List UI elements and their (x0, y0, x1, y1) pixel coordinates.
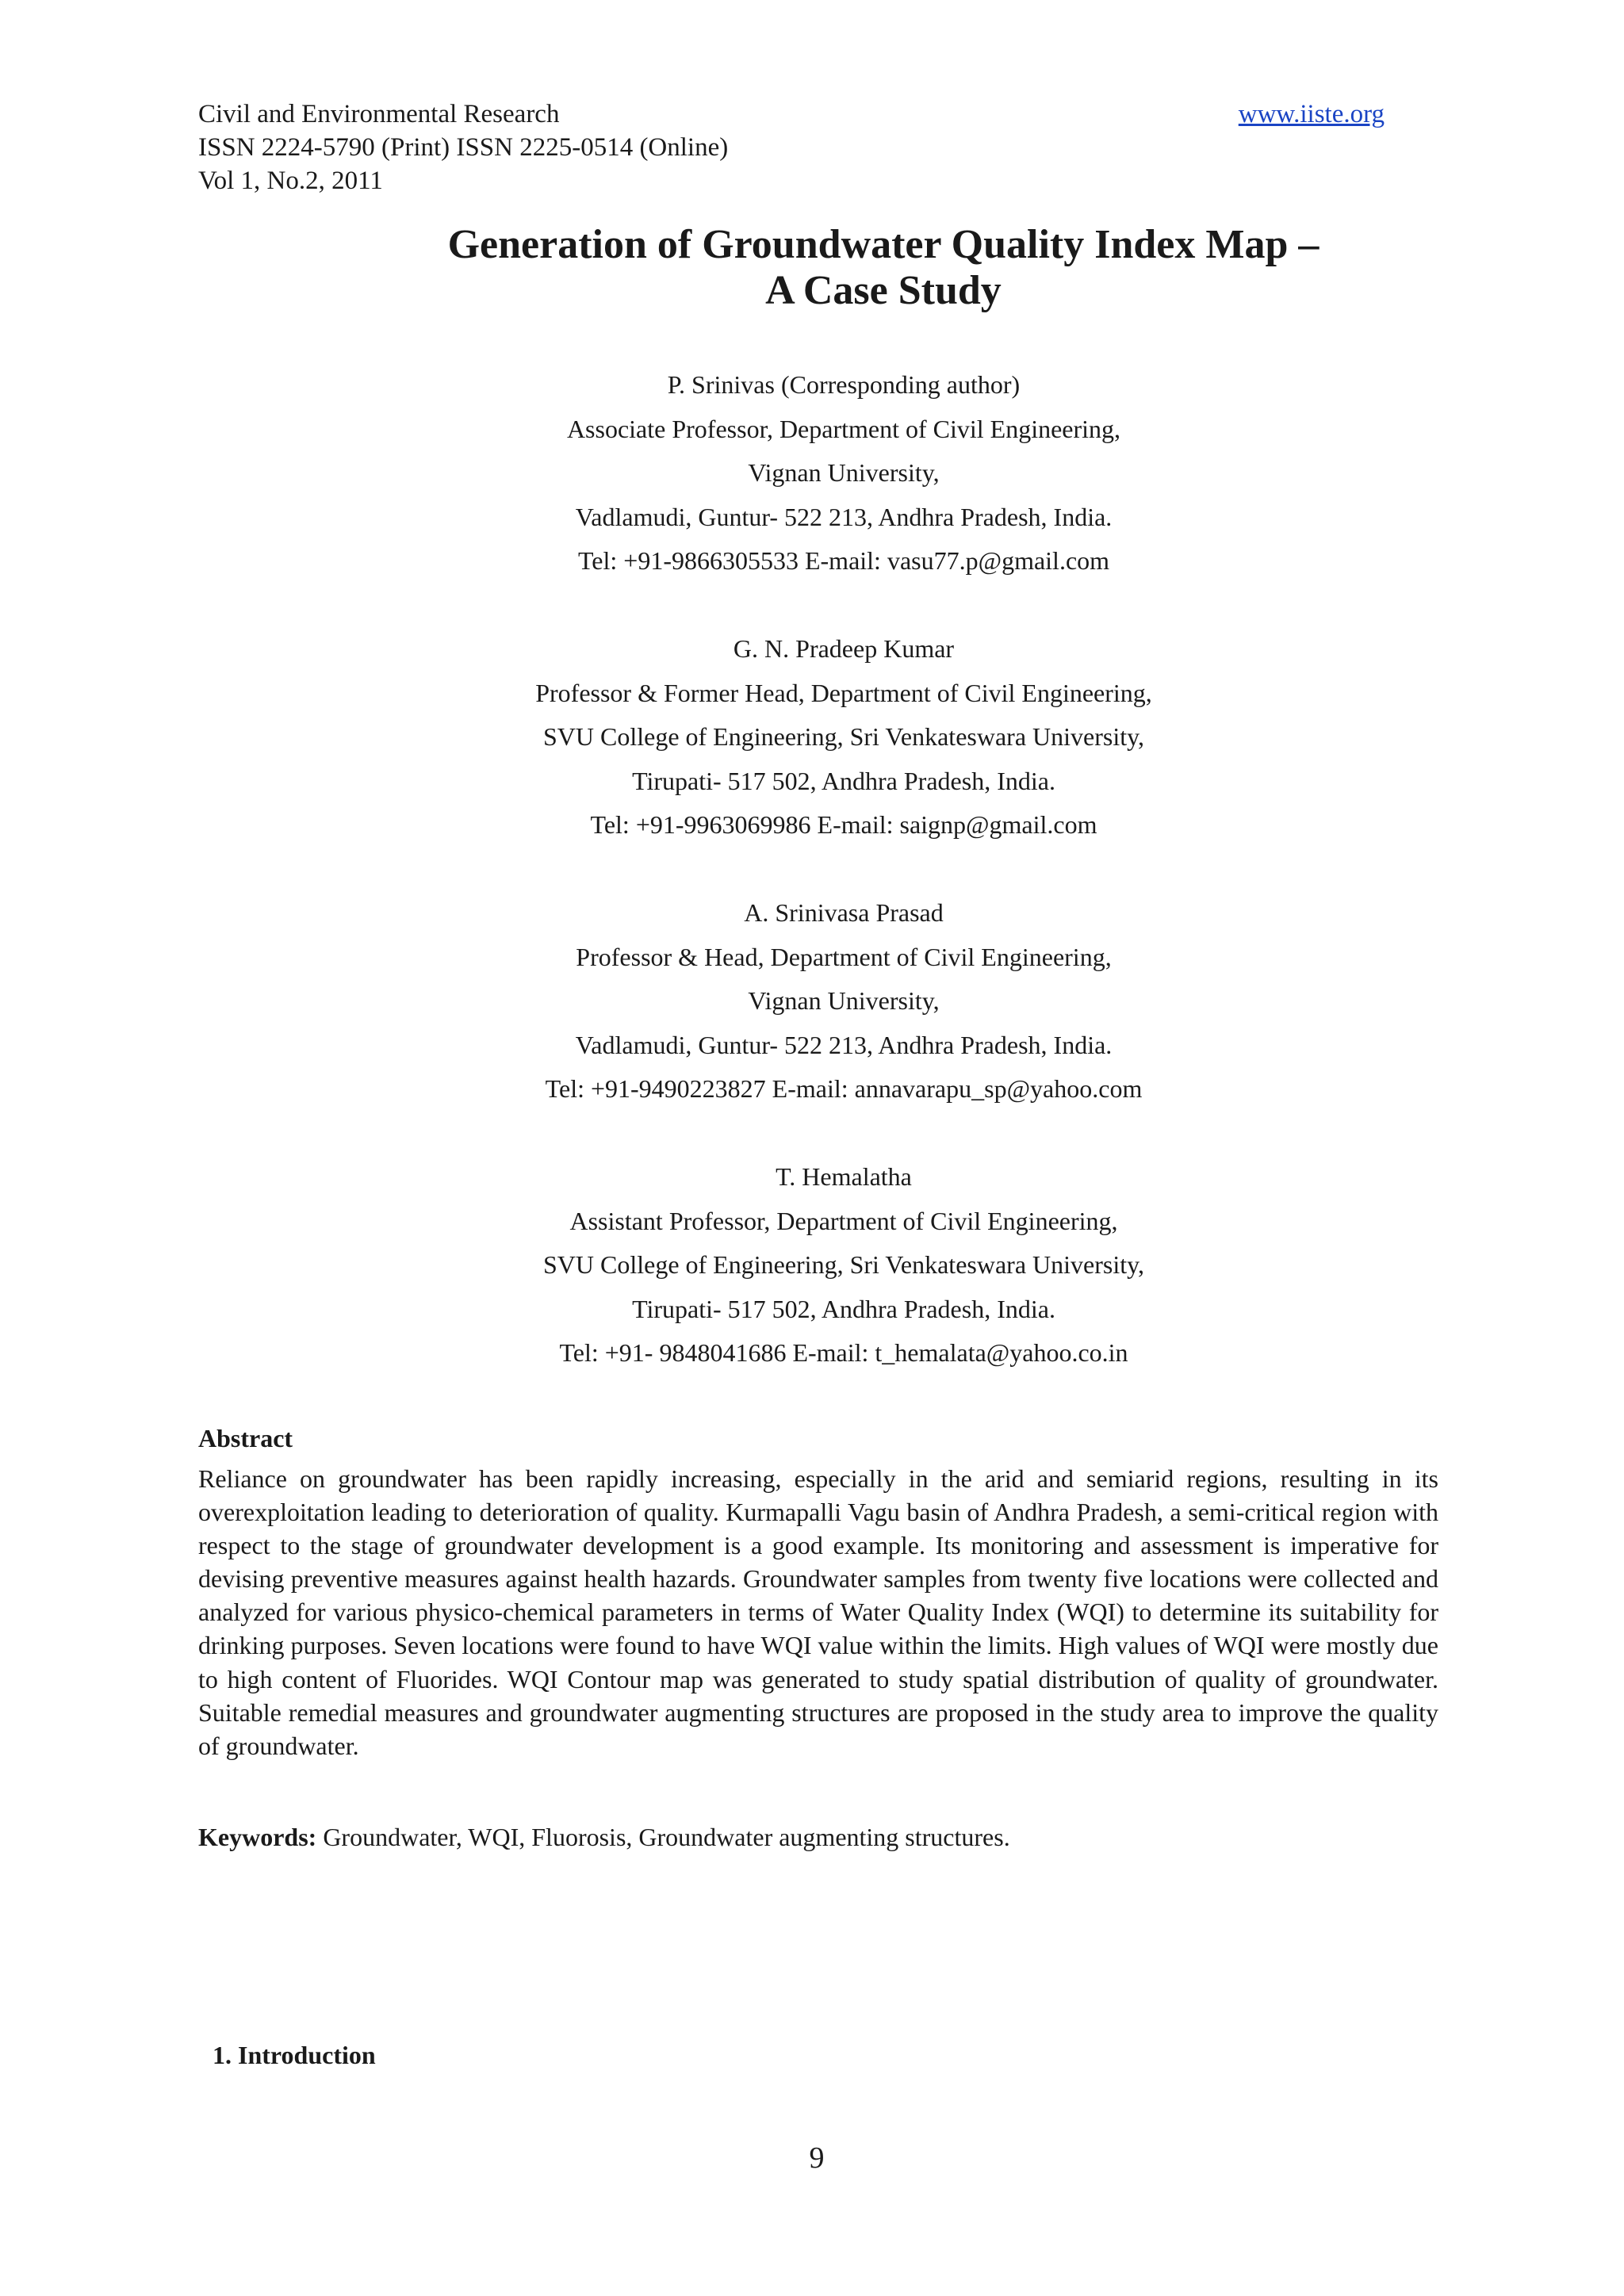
author-institution: SVU College of Engineering, Sri Venkateswara University, (542, 722, 1145, 751)
author-block (0, 1155, 1624, 1376)
author-block (0, 891, 1624, 1112)
section-heading-introduction: 1. Introduction (213, 2041, 376, 2069)
author-contact: Tel: +91- 9848041686 E-mail: t_hemalata@yahoo.co.in (559, 1338, 1128, 1367)
author-position: Professor & Former Head, Department of Civil Engineering, (535, 678, 1152, 707)
journal-volume: Vol 1, No.2, 2011 (198, 166, 383, 195)
page-number-text: 9 (809, 2141, 825, 2175)
journal-issn: ISSN 2224-5790 (Print) ISSN 2225-0514 (Online) (198, 133, 729, 162)
journal-website-link[interactable]: www.iiste.org (1238, 100, 1385, 128)
author-address: Vadlamudi, Guntur- 522 213, Andhra Pradesh, India. (575, 502, 1113, 531)
author-address: Tirupati- 517 502, Andhra Pradesh, India. (632, 766, 1055, 795)
author-name: P. Srinivas (Corresponding author) (667, 370, 1021, 399)
paper-title (0, 222, 1624, 314)
author-institution: Vignan University, (748, 458, 940, 487)
journal-name: Civil and Environmental Research (198, 100, 560, 128)
author-position: Professor & Head, Department of Civil Engineering, (576, 942, 1112, 971)
author-address: Vadlamudi, Guntur- 522 213, Andhra Pradesh, India. (575, 1030, 1113, 1059)
author-name: G. N. Pradeep Kumar (733, 634, 955, 663)
author-address: Tirupati- 517 502, Andhra Pradesh, India. (632, 1294, 1055, 1323)
author-contact: Tel: +91-9866305533 E-mail: vasu77.p@gmail.com (577, 546, 1110, 575)
author-name: T. Hemalatha (776, 1162, 912, 1191)
keywords-text: Groundwater, WQI, Fluorosis, Groundwater augmenting structures. (316, 1823, 1010, 1851)
author-name: A. Srinivasa Prasad (744, 898, 944, 927)
paper-title-line-1: Generation of Groundwater Quality Index Map – (447, 222, 1320, 267)
author-institution: Vignan University, (748, 986, 940, 1015)
author-position: Assistant Professor, Department of Civil Engineering, (569, 1206, 1118, 1235)
paper-title-line-2: A Case Study (765, 268, 1002, 313)
keywords (198, 1821, 1010, 1853)
keywords-label: Keywords: (198, 1823, 317, 1851)
author-contact: Tel: +91-9963069986 E-mail: saignp@gmail.com (590, 810, 1097, 839)
author-block (0, 627, 1624, 848)
author-contact: Tel: +91-9490223827 E-mail: annavarapu_sp@yahoo.com (545, 1074, 1143, 1103)
abstract-text: Reliance on groundwater has been rapidly increasing, especially in the arid and semiarid regions, resulting in its overexploitation leading to deterioration of quality. Kurmapalli Vagu basin of Andhra Pradesh, a semi-critical region with respect to the stage of groundwater development is a good example. Its monitoring and assessment is imperative for devising preventive measures against health hazards. Groundwater samples from twenty five locations were collected and analyzed for various physico-chemical parameters in terms of Water Quality Index (WQI) to determine its suitability for drinking purposes. Seven locations were found to have WQI value within the limits. High values of WQI were mostly due to high content of Fluorides. WQI Contour map was generated to study spatial distribution of quality of groundwater. Suitable remedial measures and groundwater augmenting structures are proposed in the study area to improve the quality of groundwater. (198, 1464, 1438, 1760)
page-number (0, 2141, 1624, 2175)
abstract-heading: Abstract (198, 1424, 293, 1452)
author-block (0, 363, 1624, 584)
author-position: Associate Professor, Department of Civil Engineering, (566, 414, 1121, 443)
author-institution: SVU College of Engineering, Sri Venkateswara University, (542, 1250, 1145, 1279)
